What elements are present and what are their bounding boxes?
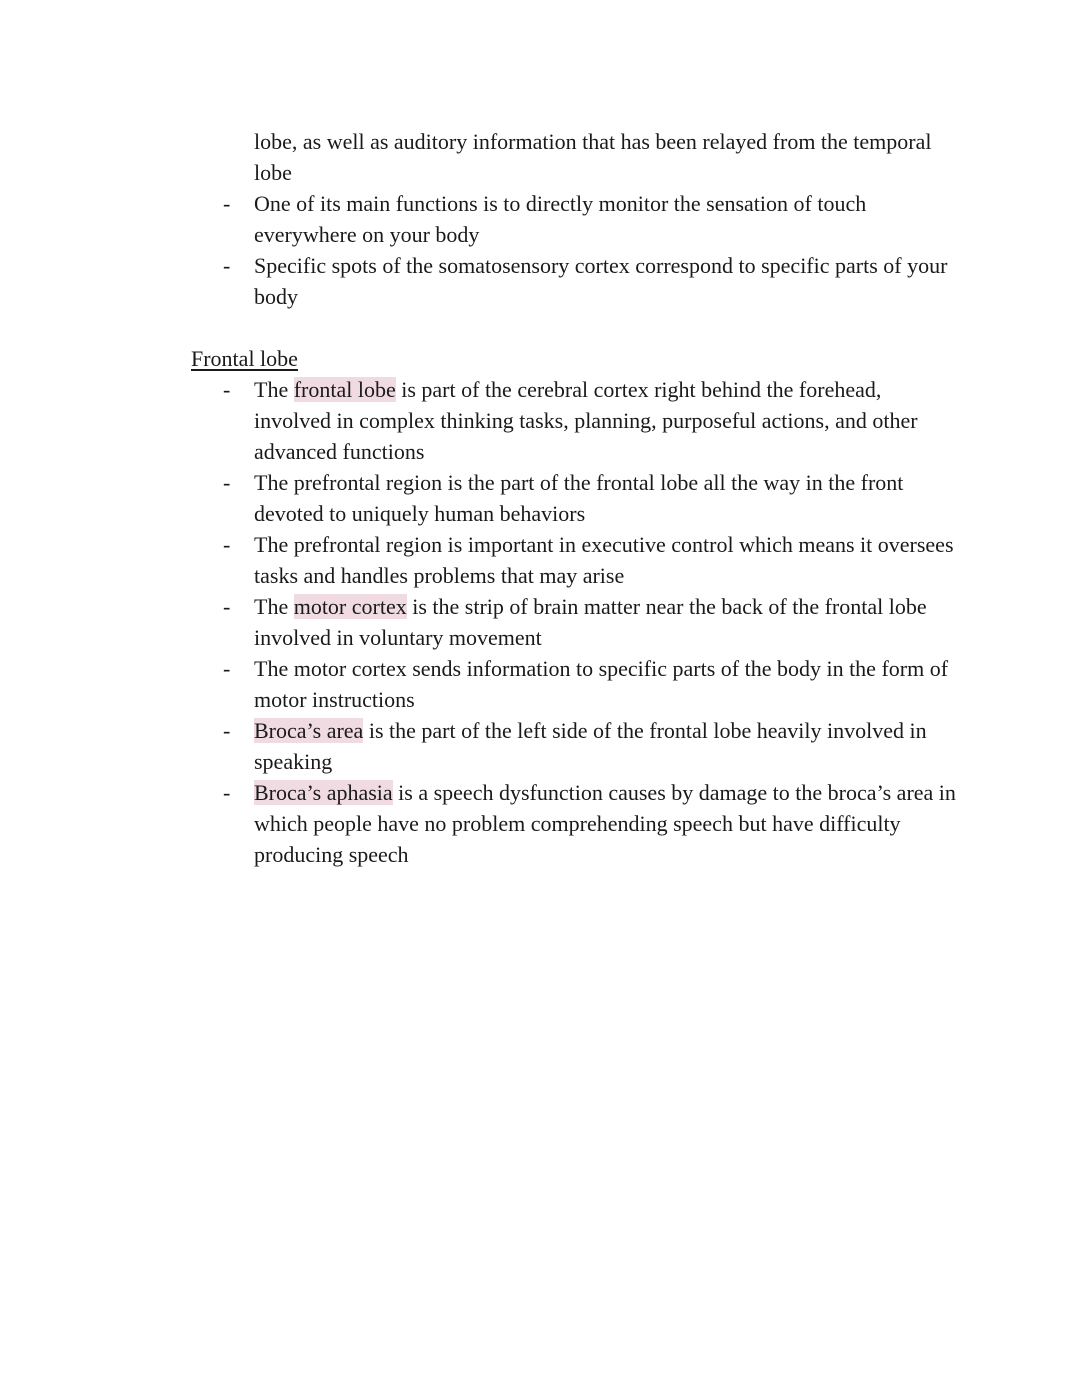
bullet-dash: -	[223, 253, 231, 278]
section-heading: Frontal lobe	[191, 346, 298, 371]
previous-section-continuation	[0, 126, 1080, 312]
list-item	[0, 467, 1080, 529]
list-item	[0, 715, 1080, 777]
bullet-list	[0, 374, 1080, 870]
highlighted-term: Broca’s aphasia	[254, 780, 393, 805]
bullet-dash: -	[223, 718, 231, 743]
bullet-text: Specific spots of the somatosensory cortex correspond to specific parts of your body	[254, 253, 948, 309]
list-item	[0, 374, 1080, 467]
list-item	[0, 188, 1080, 250]
highlighted-term: Broca’s area	[254, 718, 364, 743]
list-item	[0, 250, 1080, 312]
bullet-dash: -	[223, 656, 231, 681]
bullet-list	[0, 188, 1080, 312]
list-item	[0, 653, 1080, 715]
list-item	[0, 591, 1080, 653]
bullet-text-pre: The	[254, 594, 294, 619]
bullet-dash: -	[223, 377, 231, 402]
bullet-dash: -	[223, 191, 231, 216]
bullet-text-post: is part of the cerebral cortex right behind the forehead, involved in complex thinking tasks, planning, purposeful actions, and other advanced functions	[254, 377, 918, 464]
bullet-dash: -	[223, 780, 231, 805]
bullet-text-post: is the part of the left side of the frontal lobe heavily involved in speaking	[254, 718, 927, 774]
bullet-text: The prefrontal region is important in executive control which means it oversees tasks and handles problems that may arise	[254, 532, 954, 588]
continued-bullet-text: lobe, as well as auditory information that has been relayed from the temporal lobe	[254, 129, 932, 185]
highlighted-term: frontal lobe	[293, 377, 396, 402]
list-item	[0, 777, 1080, 870]
bullet-text-pre: The	[254, 377, 294, 402]
bullet-text: The motor cortex sends information to specific parts of the body in the form of motor instructions	[254, 656, 949, 712]
bullet-dash: -	[223, 470, 231, 495]
frontal-lobe-section	[0, 343, 1080, 870]
list-item	[0, 529, 1080, 591]
bullet-text: One of its main functions is to directly monitor the sensation of touch everywhere on your body	[254, 191, 867, 247]
bullet-dash: -	[223, 532, 231, 557]
bullet-text-post: is a speech dysfunction causes by damage to the broca’s area in which people have no problem comprehending speech but have difficulty producing speech	[254, 780, 956, 867]
bullet-text: The prefrontal region is the part of the frontal lobe all the way in the front devoted to uniquely human behaviors	[254, 470, 904, 526]
highlighted-term: motor cortex	[293, 594, 407, 619]
bullet-dash: -	[223, 594, 231, 619]
bullet-text-post: is the strip of brain matter near the back of the frontal lobe involved in voluntary movement	[254, 594, 927, 650]
